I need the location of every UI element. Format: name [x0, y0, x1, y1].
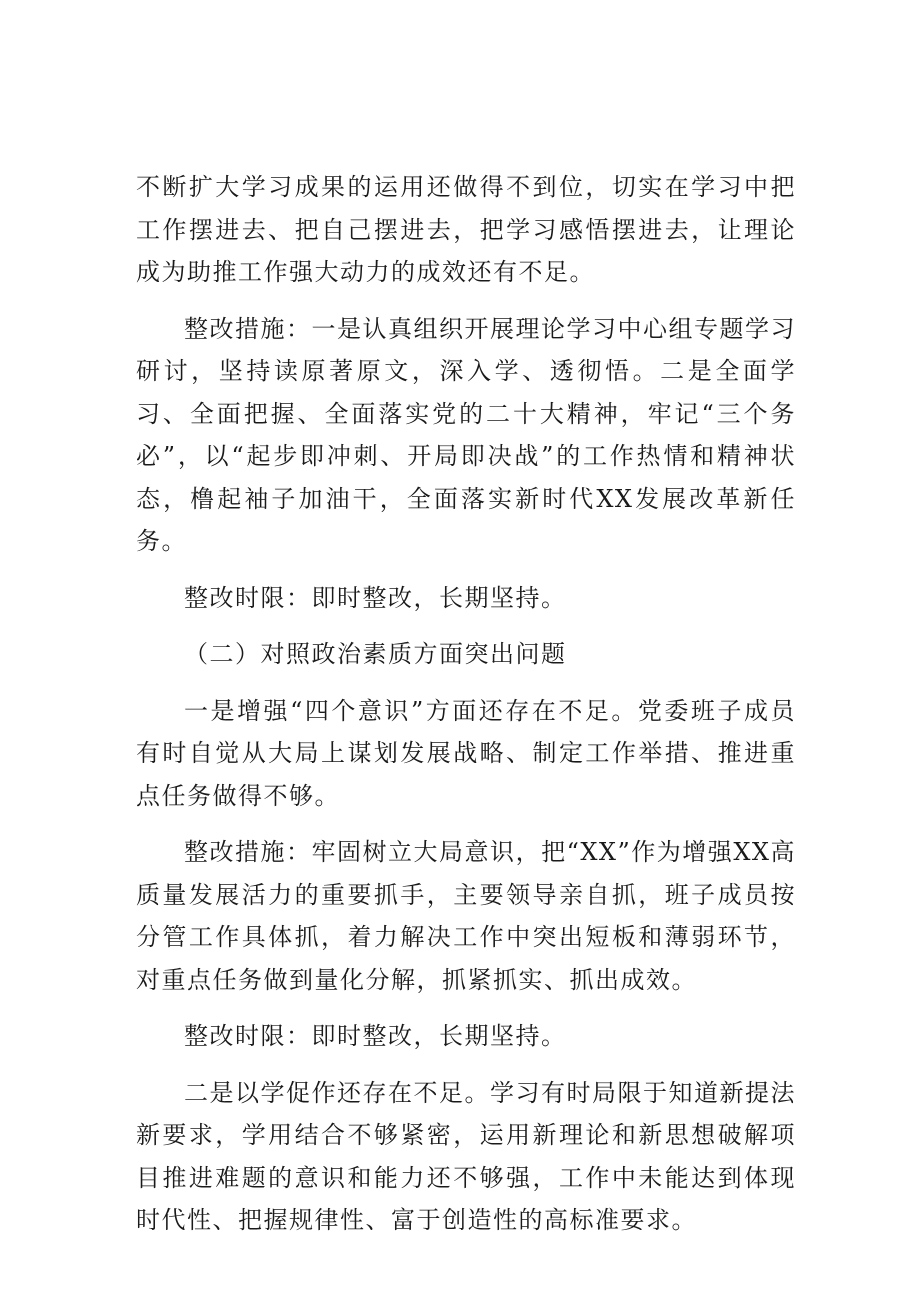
document-body [136, 166, 796, 1256]
paragraph-rectification-measures-2: 整改措施：牢固树立大局意识，把“XX”作为增强XX高质量发展活力的重要抓手，主要领导亲自抓，班子成员按分管工作具体抓，着力解决工作中突出短板和薄弱环节，对重点任务做到量化分解，抓紧抓实、抓出成效。 [136, 838, 796, 994]
paragraph-rectification-deadline-2: 整改时限：即时整改，长期坚持。 [184, 1022, 567, 1050]
paragraph-rectification-measures-1: 整改措施：一是认真组织开展理论学习中心组专题学习研讨，坚持读原著原文，深入学、透彻悟。二是全面学习、全面把握、全面落实党的二十大精神，牢记“三个务必”，以“起步即冲刺、开局即决战”的工作热情和精神状态，橹起袖子加油干，全面落实新时代XX发展改革新任务。 [136, 314, 796, 555]
section-heading-political-quality: （二）对照政治素质方面突出问题 [184, 640, 567, 668]
paragraph-issue-learning-practice: 二是以学促作还存在不足。学习有时局限于知道新提法新要求，学用结合不够紧密，运用新理论和新思想破解项目推进难题的意识和能力还不够强，工作中未能达到体现时代性、把握规律性、富于创造性的高标准要求。 [136, 1078, 796, 1234]
paragraph-issue-four-consciousness: 一是增强“四个意识”方面还存在不足。党委班子成员有时自觉从大局上谋划发展战略、制定工作举措、推进重点任务做得不够。 [136, 696, 796, 810]
paragraph-continuation: 不断扩大学习成果的运用还做得不到位，切实在学习中把工作摆进去、把自己摆进去，把学习感悟摆进去，让理论成为助推工作强大动力的成效还有不足。 [136, 173, 796, 286]
paragraph-rectification-deadline-1: 整改时限：即时整改，长期坚持。 [184, 583, 567, 612]
